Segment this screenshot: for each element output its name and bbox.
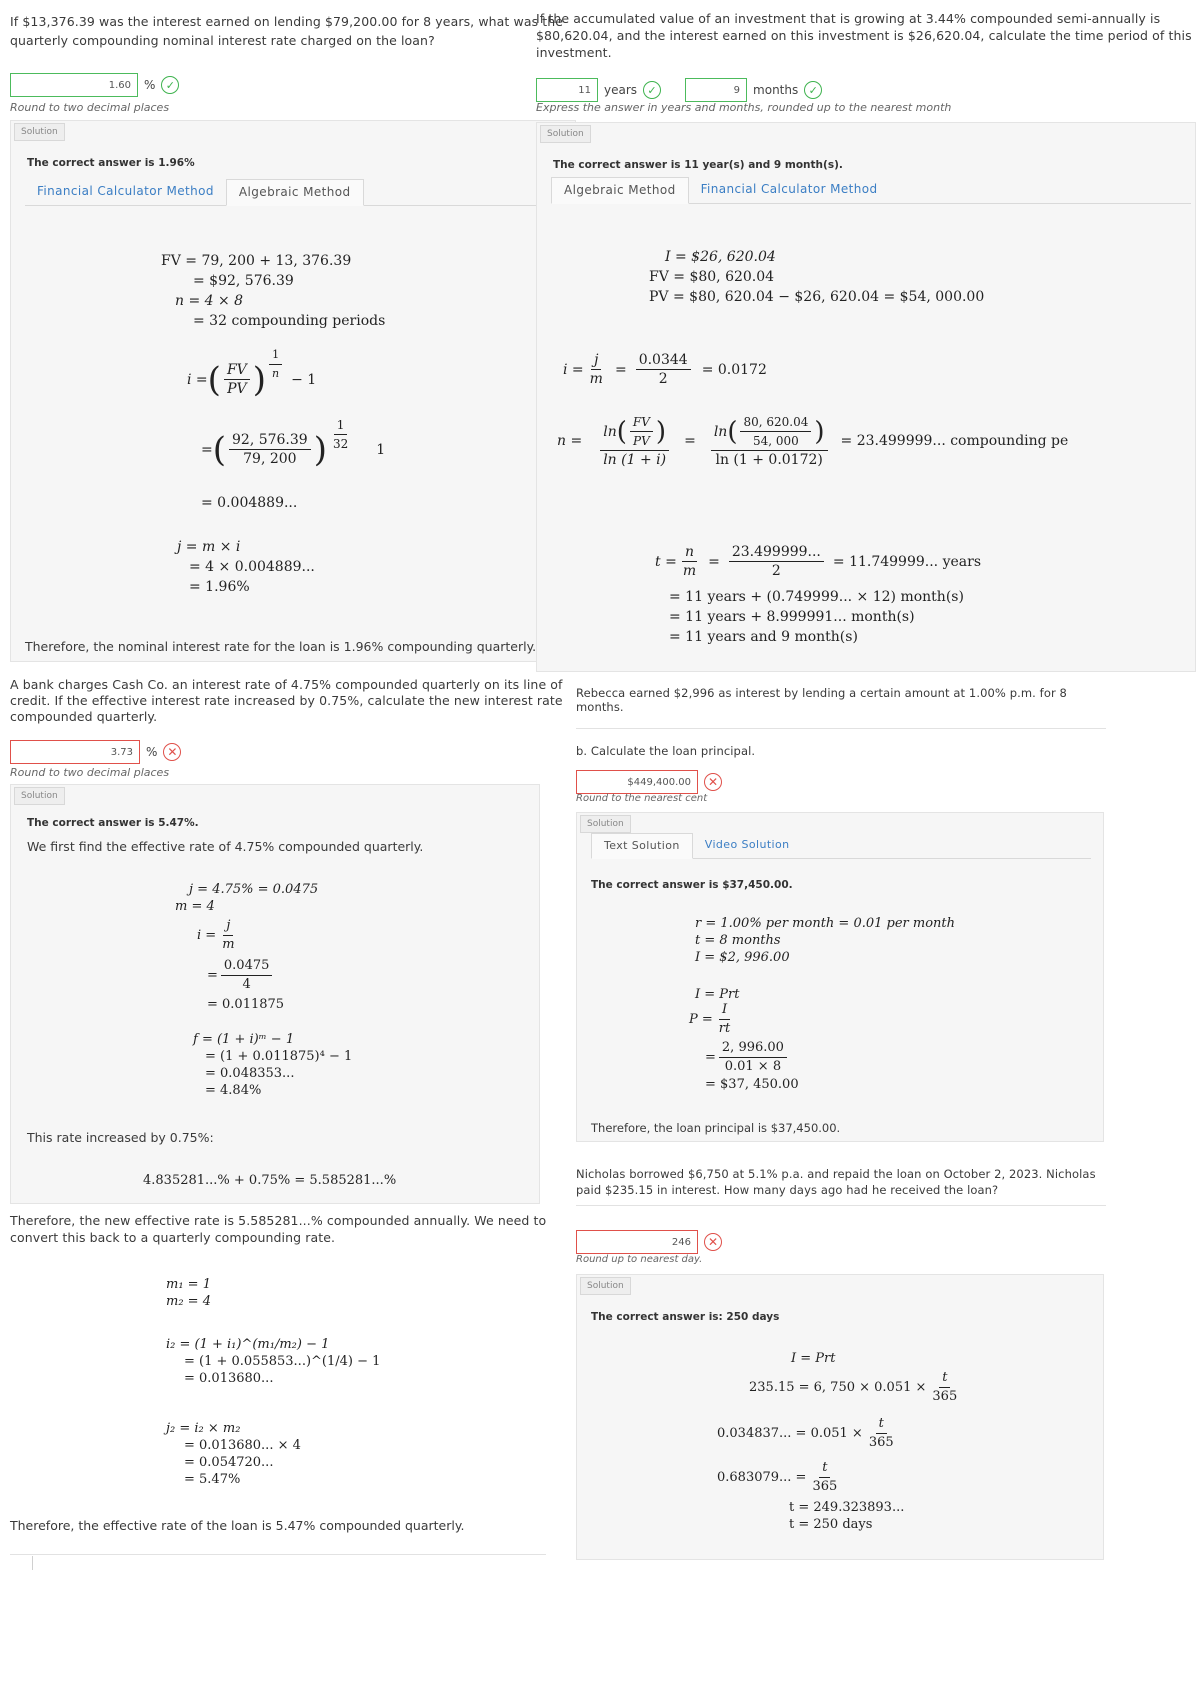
math-lhs: n = <box>557 433 583 449</box>
question-5-answer-row <box>576 1230 722 1254</box>
fraction-fv-pv <box>224 361 250 398</box>
question-1-text: If $13,376.39 was the interest earned on lending $79,200.00 for 8 years, what was the quarterly compounding nominal interest rate charged on the loan? <box>10 14 564 48</box>
paren: ( <box>212 429 226 470</box>
question-2-mid-text: Therefore, the new effective rate is 5.585281...% compounded annually. We need to convert this back to a quarterly compounding rate. <box>10 1213 547 1245</box>
math-line: = 0.004889... <box>201 495 298 511</box>
frac-den: 79, 200 <box>243 451 297 467</box>
math-line: m₂ = 4 <box>166 1294 211 1309</box>
math-line: = $92, 576.39 <box>193 273 294 289</box>
fraction <box>716 1001 733 1038</box>
question-4-part: b. Calculate the loan principal. <box>576 744 756 758</box>
frac-num: j <box>591 351 601 370</box>
correct-check-icon: ✓ <box>161 76 179 94</box>
formula-i-j-m <box>197 917 241 954</box>
math-lhs: t = <box>655 553 677 570</box>
formula-line-4 <box>717 1459 843 1496</box>
math-line: n = 4 × 8 <box>175 293 244 309</box>
question-2-solution-panel <box>10 784 540 1204</box>
math-block-fv <box>161 251 385 331</box>
correct-answer: The correct answer is 5.47%. <box>27 817 199 829</box>
math-line: I = $26, 620.04 <box>665 249 776 265</box>
question-3-solution-panel <box>536 122 1196 672</box>
solution-button[interactable]: Solution <box>580 1277 631 1295</box>
incorrect-cross-icon: ✕ <box>704 773 722 791</box>
frac-den: m <box>682 563 697 579</box>
question-5-solution-panel <box>576 1274 1104 1560</box>
math-eq: = <box>207 968 218 983</box>
formula-line-3 <box>717 1415 900 1452</box>
math-line: = 0.054720... <box>184 1455 274 1470</box>
correct-answer: The correct answer is $37,450.00. <box>591 879 793 891</box>
formula-fraction <box>207 957 275 994</box>
solution-button[interactable]: Solution <box>14 787 65 805</box>
frac-den: ln (1 + 0.0172) <box>715 452 823 468</box>
math-eq: = <box>684 433 696 449</box>
formula-p-substituted <box>705 1039 790 1076</box>
question-1-conclusion: Therefore, the nominal interest rate for the loan is 1.96% compounding quarterly. <box>25 639 537 654</box>
frac-den: 0.01 × 8 <box>724 1059 782 1074</box>
math-block-given <box>647 247 984 307</box>
frac-den: n <box>272 367 280 380</box>
tab-financial-calculator[interactable]: Financial Calculator Method <box>37 184 214 198</box>
math-block-effective <box>175 881 319 915</box>
fraction <box>600 413 669 469</box>
question-5-answer-input[interactable]: 246 <box>576 1230 698 1254</box>
math-line: = 0.048353... <box>205 1066 295 1081</box>
question-4-solution-panel <box>576 812 1104 1142</box>
frac-den: 32 <box>332 437 349 451</box>
solution-button[interactable]: Solution <box>540 125 591 143</box>
math-block-j <box>177 537 315 597</box>
question-1-solution-panel <box>10 120 576 662</box>
frac-num: FV <box>224 361 250 380</box>
math-line: f = (1 + i)ᵐ − 1 <box>193 1032 295 1047</box>
paren: ) <box>814 416 825 447</box>
frac-den: PV <box>227 381 247 397</box>
frac-den: 365 <box>868 1435 894 1450</box>
question-2-conclusion: Therefore, the effective rate of the loan is 5.47% compounded quarterly. <box>10 1518 465 1533</box>
math-line: j₂ = i₂ × m₂ <box>166 1421 241 1436</box>
formula-line: I = Prt <box>695 987 740 1002</box>
fraction <box>711 413 828 469</box>
math-line: = 1.96% <box>189 579 250 595</box>
paren: ) <box>655 416 667 447</box>
math-eq: = <box>708 553 720 570</box>
ln: ln <box>713 423 728 440</box>
question-4-hint: Round to the nearest cent <box>576 793 708 804</box>
frac-num: 92, 576.39 <box>229 431 311 450</box>
divider <box>10 1554 546 1555</box>
math-lhs: 0.683079... = <box>717 1470 807 1485</box>
frac-den: 54, 000 <box>753 434 799 448</box>
frac-num: t <box>939 1369 950 1388</box>
fraction <box>229 431 311 468</box>
question-4-conclusion: Therefore, the loan principal is $37,450.00. <box>591 1121 841 1135</box>
years-label: years <box>604 83 638 97</box>
correct-answer: The correct answer is: 250 days <box>591 1311 780 1323</box>
math-line: I = $2, 996.00 <box>695 950 790 965</box>
frac-num: j <box>223 917 233 936</box>
divider <box>32 1556 33 1570</box>
math-line: = 11 years and 9 month(s) <box>669 629 858 645</box>
tab-financial-calculator[interactable]: Financial Calculator Method <box>700 182 878 196</box>
solution-intro: We first find the effective rate of 4.75% compounded quarterly. <box>27 839 424 854</box>
divider <box>576 1205 1106 1206</box>
math-line: PV = $80, 620.04 − $26, 620.04 = $54, 000.00 <box>649 289 985 305</box>
formula-line: I = Prt <box>791 1351 836 1366</box>
math-result: = $37, 450.00 <box>705 1077 799 1092</box>
math-lhs: i = <box>187 371 208 388</box>
formula-line-2 <box>749 1369 963 1406</box>
math-line: = (1 + 0.011875)⁴ − 1 <box>205 1049 353 1064</box>
question-2-answer-input[interactable]: 3.73 <box>10 740 140 764</box>
months-label: months <box>753 83 799 97</box>
fraction <box>729 543 824 580</box>
math-one: 1 <box>376 441 386 458</box>
tab-video-solution[interactable]: Video Solution <box>704 838 790 851</box>
frac-num: 1 <box>269 346 282 365</box>
frac-num: FV <box>630 413 653 432</box>
tab-text-solution[interactable]: Text Solution <box>591 833 693 859</box>
fraction <box>929 1369 960 1406</box>
question-1-hint: Round to two decimal places <box>10 101 170 114</box>
question-4-answer-input[interactable]: $449,400.00 <box>576 770 698 794</box>
frac-num: I <box>719 1001 730 1020</box>
frac-den: 2 <box>658 371 668 387</box>
formula-i-substituted <box>201 418 386 470</box>
fraction <box>866 1415 897 1452</box>
math-line: = 11 years + 8.999991... month(s) <box>669 609 915 625</box>
math-minus-one: − 1 <box>291 371 317 388</box>
divider <box>576 728 1106 729</box>
question-4-text: Rebecca earned $2,996 as interest by lending a certain amount at 1.00% p.m. for 8 months. <box>576 686 1067 714</box>
math-line: t = 250 days <box>789 1517 873 1532</box>
math-block-t <box>789 1499 904 1533</box>
frac-num: 0.0344 <box>636 351 691 370</box>
math-line: = 0.013680... <box>184 1371 274 1386</box>
months-input[interactable]: 9 <box>685 78 747 102</box>
frac-den: rt <box>718 1021 731 1036</box>
math-result: = 23.499999... compounding pe <box>840 433 1069 449</box>
frac-den: m <box>589 371 603 387</box>
increase-math: 4.835281...% + 0.75% = 5.585281...% <box>143 1173 397 1188</box>
math-result: = 11.749999... years <box>832 553 981 570</box>
math-block-f <box>193 1031 352 1099</box>
question-2-text: A bank charges Cash Co. an interest rate of 4.75% compounded quarterly on its line of credit. If the effective interest rate increased by 0.75%, calculate the new interest rate compounded quarterly. <box>10 677 563 724</box>
math-line: = (1 + 0.055853...)^(1/4) − 1 <box>184 1354 381 1369</box>
correct-check-icon: ✓ <box>643 81 661 99</box>
ln: ln <box>603 423 617 440</box>
frac-den: m <box>222 937 235 952</box>
paren: ( <box>616 416 627 447</box>
math-block-t <box>669 587 964 647</box>
fraction <box>219 917 237 954</box>
method-tabs <box>551 177 1191 204</box>
percent-unit: % <box>144 78 156 92</box>
paren: ) <box>252 359 267 400</box>
question-1-answer-row <box>10 73 179 97</box>
exponent <box>330 416 351 453</box>
increase-text: This rate increased by 0.75%: <box>27 1130 214 1145</box>
frac-den: ln (1 + i) <box>603 452 667 468</box>
math-line: m = 4 <box>175 899 215 914</box>
math-line: FV = 79, 200 + 13, 376.39 <box>161 253 352 269</box>
math-lhs: 235.15 = 6, 750 × 0.051 × <box>749 1380 927 1395</box>
frac-den: 365 <box>932 1389 958 1404</box>
fraction <box>719 1039 787 1076</box>
question-5-hint: Round up to nearest day. <box>576 1254 703 1265</box>
formula-i <box>187 348 317 400</box>
percent-unit: % <box>146 745 158 759</box>
frac-num: 2, 996.00 <box>719 1039 787 1058</box>
math-line: j = m × i <box>177 539 241 555</box>
tab-algebraic[interactable]: Algebraic Method <box>551 177 689 204</box>
math-line: FV = $80, 620.04 <box>649 269 775 285</box>
math-eq: = <box>614 361 627 378</box>
incorrect-cross-icon: ✕ <box>704 1233 722 1251</box>
math-line: = 0.011875 <box>207 997 285 1012</box>
question-5-text: Nicholas borrowed $6,750 at 5.1% p.a. and repaid the loan on October 2, 2023. Nicholas paid $235.15 in interest. How many days ago had he received the loan? <box>576 1167 1096 1197</box>
question-3-answer-row <box>536 78 822 102</box>
math-lhs: 0.034837... = 0.051 × <box>717 1426 863 1441</box>
frac-num <box>600 413 669 451</box>
method-tabs <box>25 179 571 206</box>
fraction <box>630 413 653 450</box>
incorrect-cross-icon: ✕ <box>163 743 181 761</box>
fraction <box>636 351 691 388</box>
math-line: = 0.013680... × 4 <box>184 1438 301 1453</box>
exponent <box>269 346 282 383</box>
frac-den: 365 <box>812 1479 838 1494</box>
tab-algebraic[interactable]: Algebraic Method <box>226 179 364 206</box>
math-line: i₂ = (1 + i₁)^(m₁/m₂) − 1 <box>166 1337 330 1352</box>
formula-t <box>655 543 981 580</box>
fraction <box>740 413 811 450</box>
frac-num: 23.499999... <box>729 543 824 562</box>
math-block-given <box>695 915 955 966</box>
math-lhs: i = <box>197 928 217 943</box>
frac-num: 80, 620.04 <box>740 413 811 432</box>
math-line: r = 1.00% per month = 0.01 per month <box>695 916 956 931</box>
math-result: = 0.0172 <box>701 361 767 378</box>
fraction <box>680 543 699 580</box>
math-block-m <box>166 1276 211 1310</box>
question-2-answer-row <box>10 740 181 764</box>
frac-den: PV <box>633 434 650 448</box>
math-line: = 11 years + (0.749999... × 12) month(s) <box>669 589 964 605</box>
frac-num: t <box>819 1459 830 1478</box>
math-block-i2 <box>166 1336 380 1387</box>
math-line: j = 4.75% = 0.0475 <box>189 882 319 897</box>
fraction <box>809 1459 840 1496</box>
frac-num: 0.0475 <box>221 957 273 976</box>
fraction <box>587 351 606 388</box>
question-3-text: If the accumulated value of an investment that is growing at 3.44% compounded semi-annually is $80,620.04, and the interest earned on this investment is $26,620.04, calculate the time period of this investment. <box>536 11 1192 60</box>
solution-tabs <box>591 833 1091 859</box>
math-line: t = 249.323893... <box>789 1500 905 1515</box>
math-line: = 32 compounding periods <box>193 313 386 329</box>
question-3-hint: Express the answer in years and months, rounded up to the nearest month <box>536 101 952 114</box>
math-lhs: i = <box>563 361 584 378</box>
years-input[interactable]: 11 <box>536 78 598 102</box>
math-line: = 5.47% <box>184 1472 241 1487</box>
frac-num <box>711 413 828 451</box>
math-eq: = <box>705 1050 716 1065</box>
formula-i <box>563 351 767 388</box>
math-block-j2 <box>166 1420 301 1488</box>
paren: ) <box>313 429 327 470</box>
math-lhs: P = <box>689 1012 713 1027</box>
frac-num: t <box>876 1415 887 1434</box>
question-4-answer-row <box>576 770 722 794</box>
frac-den: 2 <box>771 563 781 579</box>
solution-button[interactable]: Solution <box>580 815 631 833</box>
math-line: m₁ = 1 <box>166 1277 211 1292</box>
math-line: = 4.84% <box>205 1083 262 1098</box>
frac-den: 4 <box>242 977 251 992</box>
solution-button[interactable]: Solution <box>14 123 65 141</box>
math-line: = 4 × 0.004889... <box>189 559 315 575</box>
paren: ( <box>727 416 738 447</box>
fraction <box>221 957 273 994</box>
correct-answer: The correct answer is 1.96% <box>27 157 195 169</box>
paren: ( <box>207 359 221 400</box>
question-1-answer-input[interactable]: 1.60 <box>10 73 138 97</box>
formula-n <box>557 413 1068 469</box>
frac-num: n <box>682 543 697 562</box>
math-eq: = <box>201 441 213 458</box>
formula-p <box>689 1001 736 1038</box>
math-line: t = 8 months <box>695 933 781 948</box>
frac-num: 1 <box>334 416 348 435</box>
correct-check-icon: ✓ <box>804 81 822 99</box>
correct-answer: The correct answer is 11 year(s) and 9 month(s). <box>553 159 843 171</box>
question-2-hint: Round to two decimal places <box>10 766 170 779</box>
